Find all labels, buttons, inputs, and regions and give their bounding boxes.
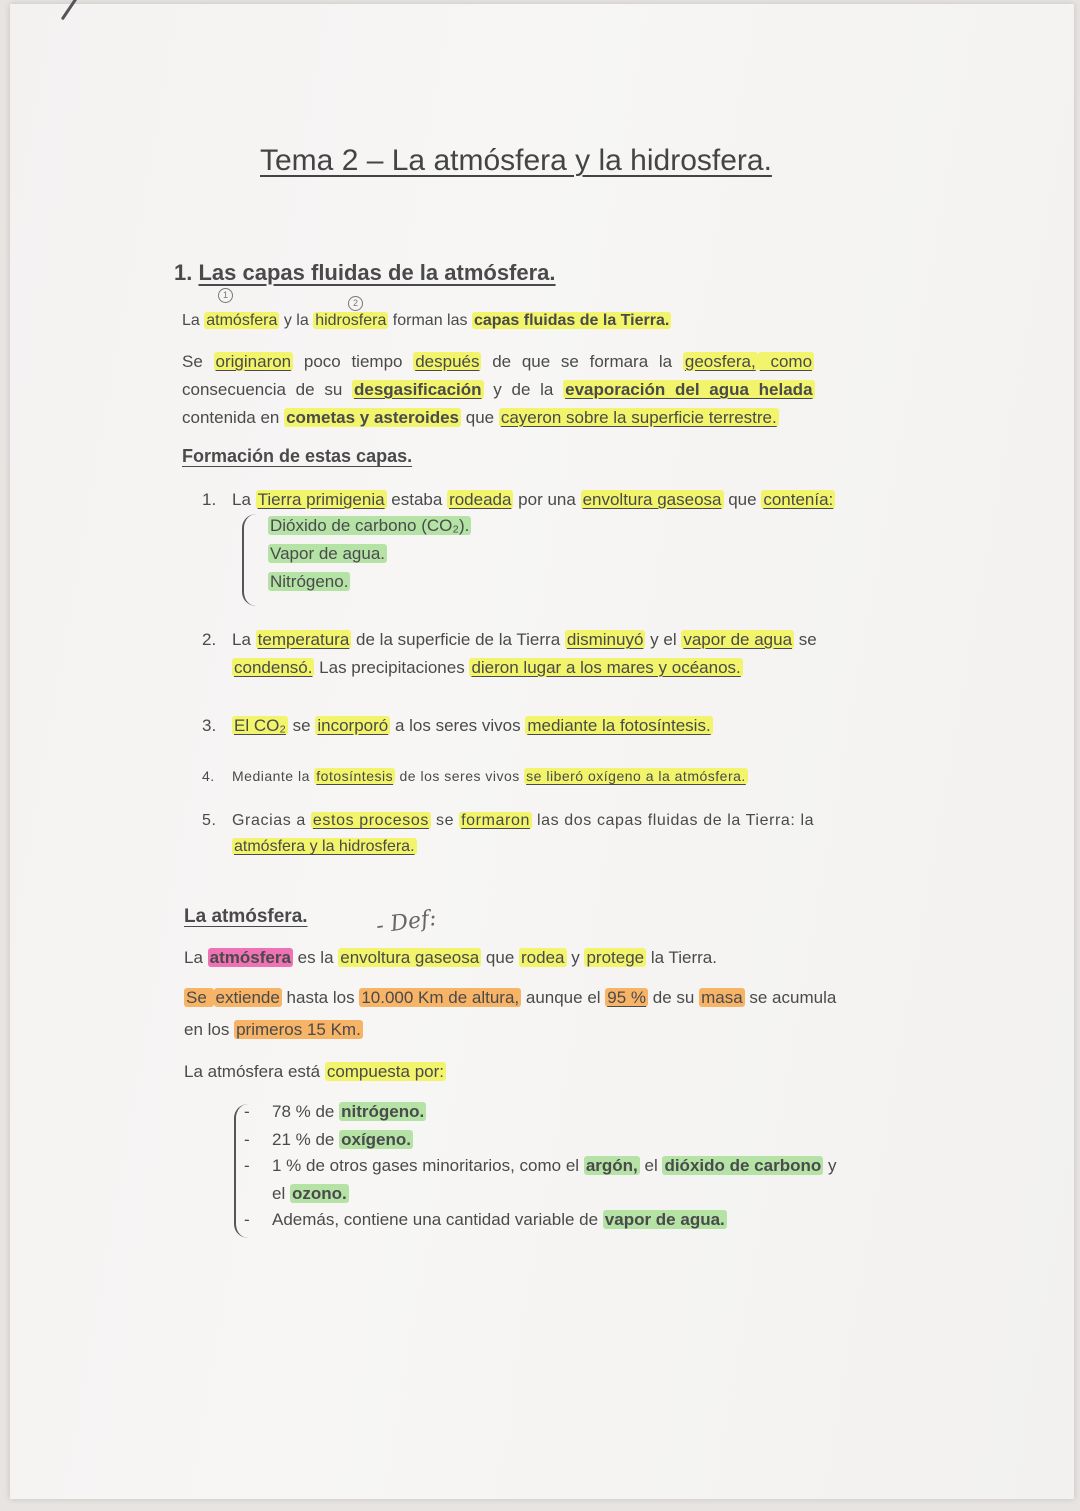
- dash: -: [244, 1156, 250, 1175]
- highlight: capas fluidas de la Tierra.: [473, 312, 670, 329]
- highlight: atmósfera: [209, 948, 291, 967]
- text: las dos capas fluidas de la Tierra: la: [531, 812, 815, 829]
- text: y el: [645, 630, 682, 649]
- text: Mediante la: [232, 768, 315, 784]
- extent-line-2: [184, 1020, 363, 1040]
- text: se: [287, 716, 316, 735]
- highlight: rodea: [521, 948, 565, 967]
- text: a los seres vivos: [390, 716, 526, 735]
- text: de los seres vivos: [395, 768, 525, 784]
- text: de la superficie de la Tierra: [351, 630, 565, 649]
- origin-line-3: [182, 408, 779, 428]
- text: es la: [292, 948, 339, 967]
- item-2-line-1: [202, 630, 817, 650]
- gas-item: [268, 572, 350, 592]
- handwritten-def-note: - Def:: [374, 905, 439, 940]
- text: La: [184, 948, 208, 967]
- highlight: hidrosfera: [315, 312, 387, 329]
- text: que: [461, 408, 499, 427]
- text: aunque el: [521, 988, 606, 1007]
- composition-item-cont: [272, 1184, 349, 1204]
- highlight: Vapor de agua.: [270, 544, 385, 563]
- text: La atmósfera está: [184, 1062, 325, 1081]
- text: La: [182, 312, 205, 329]
- page-title: Tema 2 – La atmósfera y la hidrosfera.: [260, 144, 772, 177]
- highlight: cayeron sobre la superficie terrestre.: [500, 408, 777, 427]
- highlight: extiende: [215, 988, 280, 1007]
- highlight: mediante la fotosíntesis.: [527, 716, 711, 735]
- origin-line-2: [182, 380, 815, 400]
- item-number: 1.: [202, 490, 217, 509]
- text: poco tiempo: [293, 352, 414, 371]
- highlight: Se: [186, 988, 212, 1007]
- text: La: [232, 490, 256, 509]
- highlight: 10.000 Km de altura,: [361, 988, 520, 1007]
- highlight: temperatura: [257, 630, 350, 649]
- item-3: [202, 716, 713, 736]
- highlight: incorporó: [317, 716, 389, 735]
- text: y: [823, 1156, 837, 1175]
- composition-item: [244, 1102, 426, 1122]
- section-title: Las capas fluidas de la atmósfera.: [198, 260, 556, 285]
- item-4: [202, 768, 748, 784]
- text: y: [566, 948, 585, 967]
- subheading-atmosfera: La atmósfera.: [184, 906, 308, 927]
- item-2-line-2: [232, 658, 743, 678]
- highlight: condensó.: [234, 658, 313, 677]
- highlight: geosfera,: [684, 352, 756, 371]
- highlight: vapor de agua.: [604, 1210, 725, 1229]
- pen-mark: [61, 0, 86, 20]
- highlight: El CO₂: [234, 716, 286, 735]
- text: contenida en: [182, 408, 285, 427]
- highlight: masa: [701, 988, 743, 1007]
- highlight: formaron: [461, 812, 530, 829]
- highlight: dióxido de carbono: [664, 1156, 822, 1175]
- dash: -: [244, 1210, 250, 1229]
- subheading-formacion: Formación de estas capas.: [182, 446, 413, 466]
- text: se: [430, 812, 460, 829]
- text: en los: [184, 1020, 235, 1039]
- highlight: dieron lugar a los mares y océanos.: [471, 658, 741, 677]
- composed-line: [184, 1062, 446, 1082]
- origin-line-1: [182, 352, 814, 372]
- text: consecuencia de su: [182, 380, 352, 399]
- highlight: Nitrógeno.: [270, 572, 349, 591]
- gas-item: [268, 516, 471, 536]
- dash: -: [244, 1102, 250, 1121]
- highlight: atmósfera y la hidrosfera.: [234, 838, 415, 855]
- text: por una: [513, 490, 581, 509]
- highlight: envoltura gaseosa: [340, 948, 480, 967]
- highlight: vapor de agua: [683, 630, 793, 649]
- definition-line: [184, 948, 717, 968]
- circle-annotation-1: 1: [218, 288, 233, 303]
- highlight: estos procesos: [312, 812, 429, 829]
- text: 78 % de: [272, 1102, 340, 1121]
- text: y la: [279, 312, 314, 329]
- highlight: compuesta por:: [326, 1062, 444, 1081]
- composition-item: [244, 1156, 836, 1176]
- text: la Tierra.: [646, 948, 717, 967]
- text: Se: [182, 352, 214, 371]
- highlight: protege: [586, 948, 645, 967]
- item-number: 5.: [202, 812, 217, 829]
- text: se: [794, 630, 817, 649]
- section-number: 1.: [174, 260, 193, 285]
- item-5-line-2: [232, 838, 417, 856]
- text: y de la: [483, 380, 564, 399]
- highlight: después: [415, 352, 480, 371]
- highlight: como: [759, 352, 813, 371]
- gas-item: [268, 544, 387, 564]
- highlight: nitrógeno.: [341, 1102, 425, 1121]
- highlight: evaporación del agua helada: [565, 380, 813, 399]
- highlight: primeros 15 Km.: [236, 1020, 361, 1039]
- text: de su: [648, 988, 700, 1007]
- list-brace: [242, 514, 258, 606]
- highlight: fotosíntesis: [316, 768, 394, 784]
- dash: -: [244, 1130, 250, 1149]
- highlight: atmósfera: [206, 312, 278, 329]
- highlight: Tierra primigenia: [257, 490, 385, 509]
- highlight: 95 %: [607, 988, 647, 1007]
- item-1: [202, 490, 835, 510]
- highlight: argón,: [585, 1156, 638, 1175]
- highlight: desgasificación: [354, 380, 482, 399]
- highlight: disminuyó: [566, 630, 644, 649]
- text: el: [639, 1156, 663, 1175]
- intro-paragraph: [182, 312, 671, 330]
- text: se acumula: [744, 988, 837, 1007]
- highlight: ozono.: [291, 1184, 347, 1203]
- text: 21 % de: [272, 1130, 340, 1149]
- composition-item: [244, 1130, 413, 1150]
- highlight: oxígeno.: [341, 1130, 412, 1149]
- highlight: contenía:: [763, 490, 834, 509]
- section-heading-1: [174, 260, 556, 286]
- notebook-page: [10, 4, 1074, 1499]
- text: Las precipitaciones: [314, 658, 470, 677]
- highlight: se liberó oxígeno a la atmósfera.: [526, 768, 746, 784]
- text: 1 % de otros gases minoritarios, como el: [272, 1156, 584, 1175]
- item-5-line-1: [202, 812, 814, 830]
- text: Además, contiene una cantidad variable de: [272, 1210, 603, 1229]
- circle-annotation-2: 2: [348, 296, 363, 311]
- text: Gracias a: [232, 812, 311, 829]
- text: que: [723, 490, 762, 509]
- highlight: cometas y asteroides: [286, 408, 460, 427]
- extent-line-1: [184, 988, 836, 1008]
- text: estaba: [386, 490, 448, 509]
- text: forman las: [388, 312, 472, 329]
- composition-item: [244, 1210, 727, 1230]
- item-number: 3.: [202, 716, 217, 735]
- text: La: [232, 630, 256, 649]
- text: que: [481, 948, 520, 967]
- highlight: originaron: [215, 352, 292, 371]
- text: hasta los: [281, 988, 360, 1007]
- text: el: [272, 1184, 290, 1203]
- item-number: 2.: [202, 630, 217, 649]
- item-number: 4.: [202, 768, 215, 784]
- highlight: envoltura gaseosa: [582, 490, 722, 509]
- highlight: Dióxido de carbono (CO₂).: [270, 516, 470, 535]
- text: de que se formara la: [481, 352, 683, 371]
- highlight: rodeada: [449, 490, 512, 509]
